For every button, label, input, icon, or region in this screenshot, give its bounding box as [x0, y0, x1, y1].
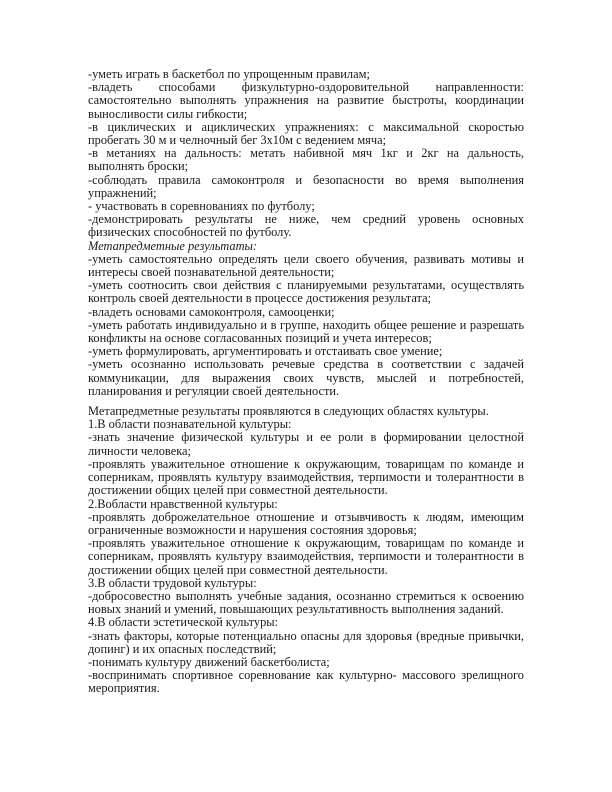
document-line: -понимать культуру движений баскетболиста; — [88, 654, 330, 669]
document-body — [88, 68, 524, 696]
document-line: -воспринимать спортивное соревнование как культурно- массового зрелищного мероприятия. — [88, 668, 524, 696]
document-line: 1.В области познавательной культуры: — [88, 417, 292, 432]
document-line: Метапредметные результаты: — [88, 238, 258, 253]
document-line: -в циклических и ациклических упражнениях: с максимальной скоростью пробегать 30 м и челночный бег 3х10м с ведением мяча; — [88, 119, 524, 148]
document-line: -знать факторы, которые потенциально опасны для здоровья (вредные привычки, допинг) и их опасных последствий; — [88, 628, 524, 656]
document-line: -владеть основами самоконтроля, самооценки; — [88, 304, 335, 319]
document-line: -демонстрировать результаты не ниже, чем средний уровень основных физических способностей по футболу. — [88, 212, 524, 240]
document-line: -проявлять доброжелательное отношение и отзывчивость к людям, имеющим ограниченные возможности и нарушения состояния здоровья; — [88, 509, 524, 537]
document-line: -проявлять уважительное отношение к окружающим, товарищам по команде и соперникам, проявлять культуру взаимодействия, терпимости и толерантности в достижении общих целей при совместной деятельности. — [88, 536, 524, 577]
document-line: -уметь формулировать, аргументировать и отстаивать свое умение; — [88, 344, 443, 359]
document-line: -уметь играть в баскетбол по упрощенным правилам; — [88, 67, 370, 81]
document-line: -в метаниях на дальность: метать набивной мяч 1кг и 2кг на дальность, выполнять броски; — [88, 146, 524, 174]
document-line: -знать значение физической культуры и ее роли в формировании целостной личности человека; — [88, 430, 524, 458]
document-line: -уметь соотносить свои действия с планируемыми результатами, осуществлять контроль своей деятельности в процессе достижения результата; — [88, 278, 524, 306]
document-line: 4.В области эстетической культуры: — [88, 615, 279, 630]
document-line: -уметь осознанно использовать речевые средства в соответствии с задачей коммуникации, для выражения своих чувств, мыслей и потребностей, планирования и регуляции своей деятельности. — [88, 357, 524, 398]
document-line: -владеть способами физкультурно-оздоровительной направленности: самостоятельно выполнять упражнения на развитие быстроты, координации выносливости силы гибкости; — [88, 80, 524, 121]
document-line: 3.В области трудовой культуры: — [88, 575, 257, 590]
document-line: -уметь работать индивидуально и в группе, находить общее решение и разрешать конфликты на основе согласованных позиций и учета интересов; — [88, 317, 524, 346]
document-line: Метапредметные результаты проявляются в следующих областях культуры. — [88, 404, 489, 419]
document-line: 2.Вобласти нравственной культуры: — [88, 496, 278, 511]
document-line: -соблюдать правила самоконтроля и безопасности во время выполнения упражнений; — [88, 172, 524, 200]
document-line: -добросовестно выполнять учебные задания, осознанно стремиться к освоению новых знаний и умений, повышающих результативность выполнения заданий. — [88, 588, 524, 617]
document-line: -уметь самостоятельно определять цели своего обучения, развивать мотивы и интересы своей познавательной деятельности; — [88, 251, 524, 280]
document-line: - участвовать в соревнованиях по футболу; — [88, 199, 315, 214]
document-line: -проявлять уважительное отношение к окружающим, товарищам по команде и соперникам, проявлять культуру взаимодействия, терпимости и толерантности в достижении общих целей при совместной деятельности. — [88, 456, 524, 498]
